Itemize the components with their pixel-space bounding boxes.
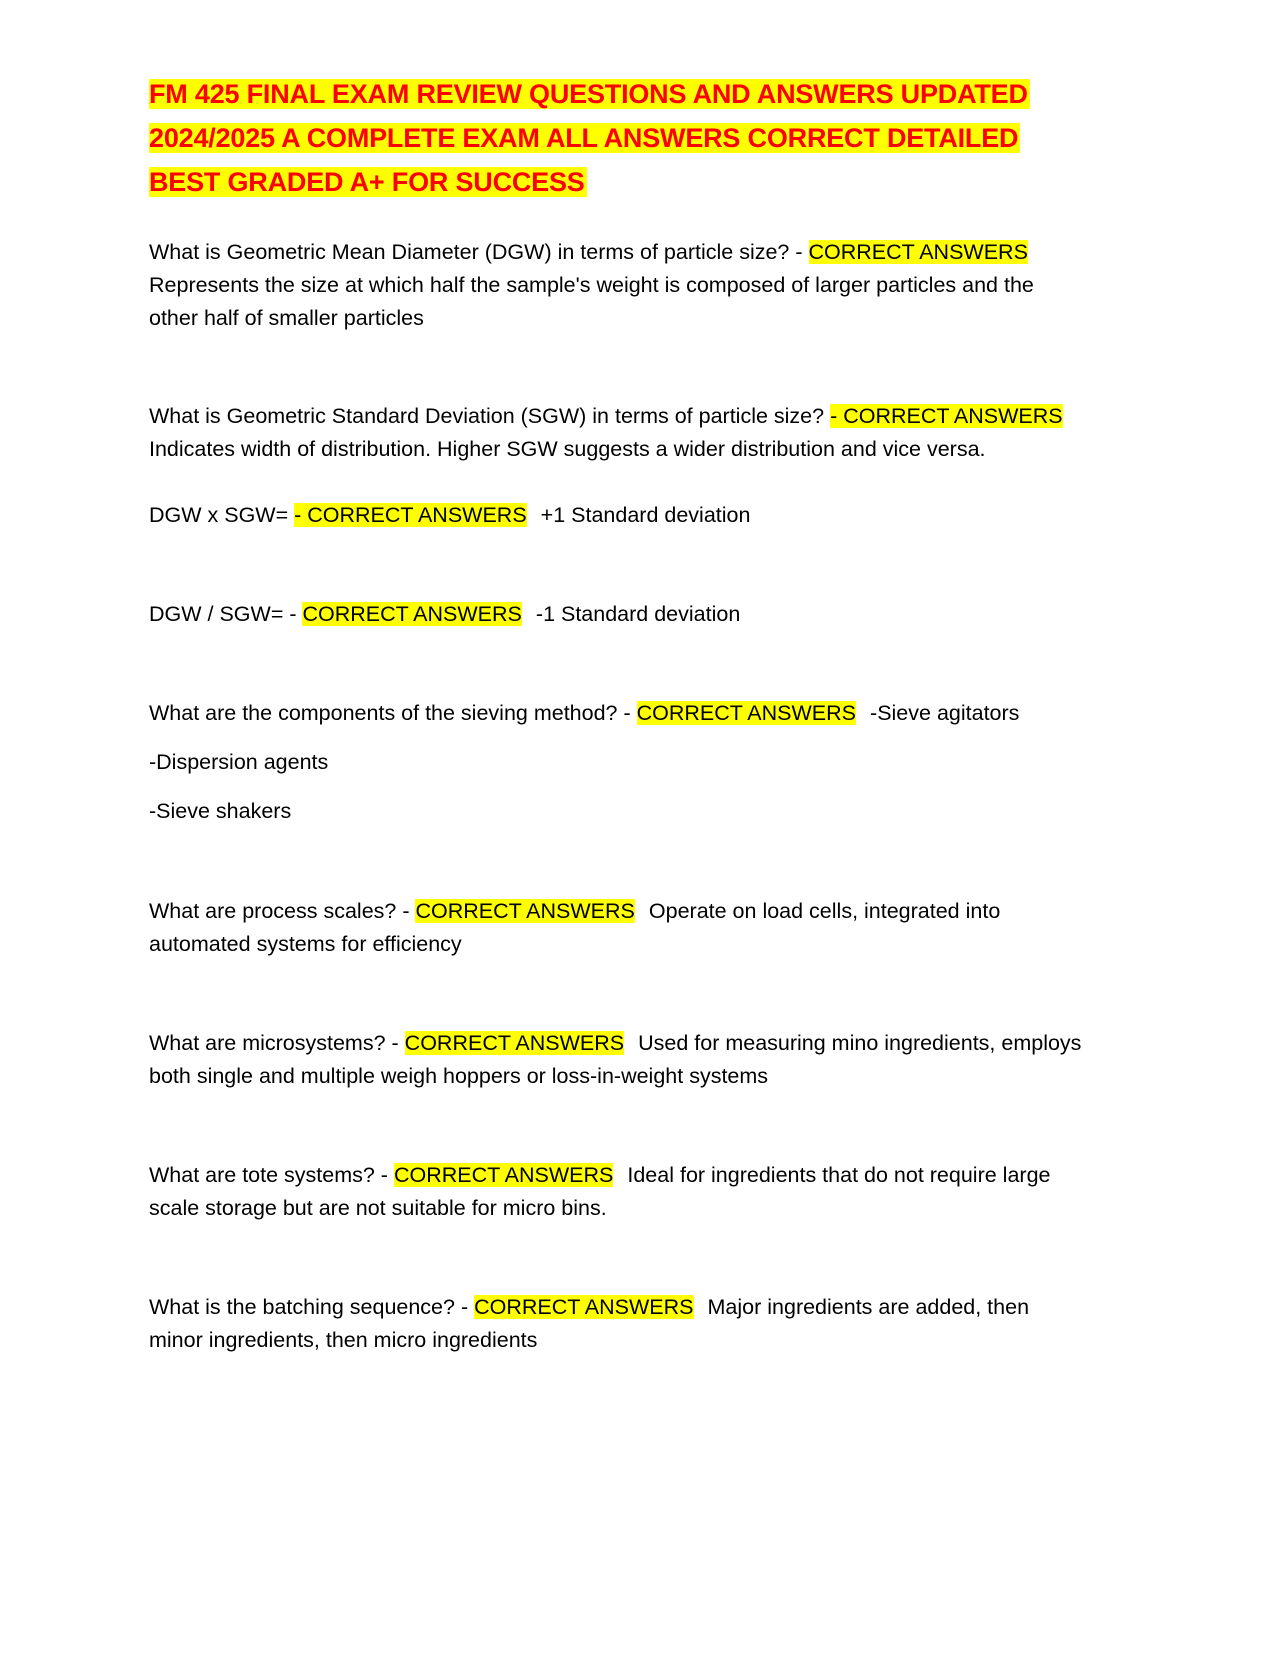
correct-answers-marker: CORRECT ANSWERS [808, 240, 1028, 264]
qa-item [149, 1159, 1129, 1225]
answer-text: -1 Standard deviation [535, 602, 741, 626]
question-text: What are microsystems? - [149, 1031, 405, 1055]
question-text: DGW / SGW= - [149, 602, 303, 626]
answer-text: Ideal for ingredients that do not require large [627, 1163, 1051, 1187]
answer-text: Used for measuring mino ingredients, employs [638, 1031, 1082, 1055]
answer-list-item: -Dispersion agents [149, 750, 329, 774]
document-content [149, 72, 1129, 1352]
question-text: What are tote systems? - [149, 1163, 394, 1187]
document-title [149, 72, 1129, 204]
answer-text: automated systems for efficiency [149, 932, 462, 956]
answer-text: +1 Standard deviation [540, 503, 751, 527]
answer-text: minor ingredients, then micro ingredients [149, 1328, 538, 1352]
qa-item [149, 499, 1129, 532]
title-line-3: BEST GRADED A+ FOR SUCCESS [149, 167, 585, 197]
answer-text: scale storage but are not suitable for micro bins. [149, 1196, 607, 1220]
answer-text: other half of smaller particles [149, 306, 424, 330]
qa-item [149, 236, 1129, 335]
qa-item [149, 598, 1129, 631]
title-line-2: 2024/2025 A COMPLETE EXAM ALL ANSWERS CORRECT DETAILED [149, 123, 1019, 153]
correct-answers-marker: CORRECT ANSWERS [393, 1163, 614, 1187]
answer-text: both single and multiple weigh hoppers or loss-in-weight systems [149, 1064, 769, 1088]
correct-answers-marker: CORRECT ANSWERS [302, 602, 522, 626]
answer-text: Major ingredients are added, then [707, 1295, 1030, 1319]
answer-text: -Sieve agitators [870, 701, 1020, 725]
answer-text: Indicates width of distribution. Higher SGW suggests a wider distribution and vice versa. [149, 437, 986, 461]
correct-answers-marker: CORRECT ANSWERS [474, 1295, 694, 1319]
question-text: What are the components of the sieving method? - [149, 701, 637, 725]
qa-item [149, 1291, 1129, 1357]
answer-text: Represents the size at which half the sample's weight is composed of larger particles and the [149, 273, 1034, 297]
qa-item [149, 400, 1129, 466]
question-text: What are process scales? - [149, 899, 416, 923]
qa-item [149, 697, 1129, 828]
question-text: DGW x SGW= [149, 503, 295, 527]
correct-answers-marker: CORRECT ANSWERS [404, 1031, 625, 1055]
question-text: What is Geometric Standard Deviation (SGW) in terms of particle size? [149, 404, 831, 428]
correct-answers-marker: - CORRECT ANSWERS [830, 404, 1063, 428]
answer-list-item: -Sieve shakers [149, 799, 292, 823]
qa-item [149, 895, 1129, 961]
title-line-1: FM 425 FINAL EXAM REVIEW QUESTIONS AND ANSWERS UPDATED [149, 79, 1028, 109]
question-text: What is Geometric Mean Diameter (DGW) in terms of particle size? - [149, 240, 809, 264]
correct-answers-marker: CORRECT ANSWERS [636, 701, 857, 725]
answer-text: Operate on load cells, integrated into [648, 899, 1001, 923]
correct-answers-marker: CORRECT ANSWERS [415, 899, 635, 923]
qa-item [149, 1027, 1129, 1093]
question-text: What is the batching sequence? - [149, 1295, 475, 1319]
correct-answers-marker: - CORRECT ANSWERS [294, 503, 527, 527]
